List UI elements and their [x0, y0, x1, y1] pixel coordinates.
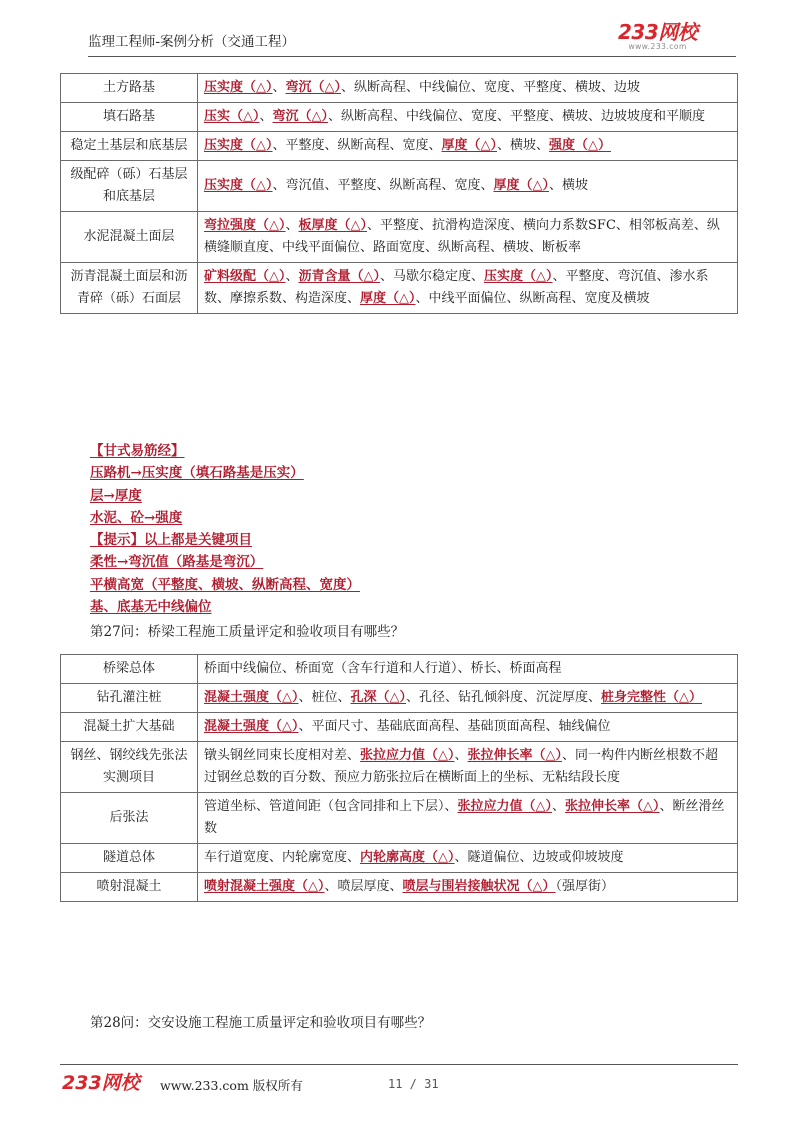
mnemonic-line: 【提示】以上都是关键项目: [90, 532, 252, 549]
item-text: 桥面中线偏位、桥面宽（含车行道和人行道）、桥长、桥面高程: [204, 661, 562, 676]
mnemonic-line: 基、底基无中线偏位: [90, 599, 212, 616]
key-item: 张拉应力值（△）: [457, 799, 553, 814]
item-name-cell: 稳定土基层和底基层: [61, 132, 198, 161]
table-row: [61, 212, 738, 263]
item-text: 、: [272, 80, 286, 95]
item-text: 、平整度、抗滑构造深度、横向力系数SFC、相邻板高差、纵横缝顺直度、中线平面偏位、路面宽度、纵断高程、横坡、断板率: [204, 218, 720, 255]
mnemonic-line: 层→厚度: [90, 487, 142, 504]
item-text: 镦头钢丝同束长度相对差、: [204, 748, 361, 763]
key-item: 弯拉强度（△）: [204, 218, 286, 233]
mnemonic-line: 压路机→压实度（填石路基是压实）: [90, 465, 304, 482]
item-text: 、中线平面偏位、纵断高程、宽度及横坡: [415, 291, 650, 306]
item-text: 、: [285, 218, 299, 233]
item-text: 、横坡、: [497, 138, 550, 153]
inspection-items-cell: [198, 74, 738, 103]
item-text: 、: [454, 748, 468, 763]
item-text: 、纵断高程、中线偏位、宽度、平整度、横坡、边坡: [341, 80, 641, 95]
key-item: 弯沉（△）: [272, 109, 329, 124]
question-27: 第27问：桥梁工程施工质量评定和验收项目有哪些？: [90, 624, 405, 640]
table-row: [61, 713, 738, 742]
mnemonic-line: 水泥、砼→强度: [90, 509, 183, 526]
table-row: [61, 103, 738, 132]
table-row: [61, 263, 738, 314]
footer-copyright: www.233.com 版权所有: [160, 1078, 303, 1093]
inspection-items-cell: [198, 742, 738, 793]
table-row: [61, 742, 738, 793]
item-name-cell: 钢丝、钢绞线先张法实测项目: [61, 742, 198, 793]
key-item: 沥青含量（△）: [298, 269, 381, 284]
item-name-cell: 后张法: [61, 793, 198, 844]
item-name-cell: 隧道总体: [61, 844, 198, 873]
page-number: 11 / 31: [388, 1077, 439, 1091]
inspection-items-cell: [198, 263, 738, 314]
table-row: [61, 74, 738, 103]
item-text: 、横坡: [549, 178, 589, 193]
question-28: 第28问：交安设施工程施工质量评定和验收项目有哪些？: [90, 1015, 432, 1031]
key-item: 张拉伸长率（△）: [565, 799, 660, 814]
item-text: 、桩位、: [298, 690, 351, 705]
table-row: [61, 844, 738, 873]
key-item: 张拉应力值（△）: [360, 748, 455, 763]
inspection-items-cell: [198, 132, 738, 161]
inspection-items-cell: [198, 713, 738, 742]
item-text: 、: [259, 109, 273, 124]
item-name-cell: 水泥混凝土面层: [61, 212, 198, 263]
item-text: （强厚街）: [555, 879, 615, 894]
mnemonic-line: 平横高宽（平整度、横坡、纵断高程、宽度）: [90, 576, 360, 593]
item-name-cell: 混凝土扩大基础: [61, 713, 198, 742]
key-item: 压实（△）: [204, 109, 260, 124]
item-text: 、喷层厚度、: [324, 879, 403, 894]
key-item: 张拉伸长率（△）: [467, 748, 563, 763]
table-row: [61, 161, 738, 212]
item-name-cell: 钻孔灌注桩: [61, 684, 198, 713]
item-text: 、纵断高程、中线偏位、宽度、平整度、横坡、边坡坡度和平顺度: [328, 109, 706, 124]
item-text: 、孔径、钻孔倾斜度、沉淀厚度、: [406, 690, 602, 705]
header-logo-text: 233网校: [618, 20, 698, 44]
inspection-items-cell: [198, 873, 738, 902]
item-text: 、: [552, 799, 566, 814]
footer-logo: 233网校: [62, 1072, 140, 1094]
key-item: 厚度（△）: [493, 178, 550, 193]
item-name-cell: 桥梁总体: [61, 655, 198, 684]
inspection-items-cell: [198, 161, 738, 212]
key-item: 桩身完整性（△）: [601, 690, 703, 705]
key-item: 压实度（△）: [204, 80, 273, 95]
key-item: 矿料级配（△）: [204, 269, 286, 284]
item-text: 、平整度、弯沉值、渗水系数、摩擦系数、构造深度、: [204, 269, 709, 306]
inspection-items-cell: [198, 684, 738, 713]
item-name-cell: 级配碎（砾）石基层和底基层: [61, 161, 198, 212]
item-text: 、马歇尔稳定度、: [380, 269, 485, 284]
mnemonic-line: 【甘式易筋经】: [90, 443, 185, 459]
table-row: [61, 655, 738, 684]
item-text: 、隧道偏位、边坡或仰坡坡度: [454, 850, 624, 865]
header-rule: [88, 56, 736, 57]
inspection-items-cell: [198, 103, 738, 132]
roadbed-inspection-table: [60, 73, 738, 314]
key-item: 混凝土强度（△）: [204, 690, 299, 705]
key-item: 喷层与围岩接触状况（△）: [402, 879, 556, 894]
bridge-inspection-table: [60, 654, 738, 902]
key-item: 弯沉（△）: [285, 80, 342, 95]
item-text: 、平面尺寸、基础底面高程、基础顶面高程、轴线偏位: [298, 719, 611, 734]
key-item: 压实度（△）: [204, 178, 273, 193]
key-item: 压实度（△）: [204, 138, 273, 153]
item-text: 、同一构件内断丝根数不超过钢丝总数的百分数、预应力筋张拉后在横断面上的坐标、无粘结段长度: [204, 748, 719, 785]
item-name-cell: 填石路基: [61, 103, 198, 132]
key-item: 厚度（△）: [441, 138, 498, 153]
item-name-cell: 喷射混凝土: [61, 873, 198, 902]
key-item: 强度（△）: [549, 138, 612, 153]
mnemonic-notes: [90, 440, 360, 618]
inspection-items-cell: [198, 212, 738, 263]
table-row: [61, 684, 738, 713]
item-text: 车行道宽度、内轮廓宽度、: [204, 850, 361, 865]
item-text: 、断丝滑丝数: [204, 799, 725, 836]
header-title: 监理工程师-案例分析（交通工程）: [88, 34, 296, 50]
key-item: 板厚度（△）: [298, 218, 368, 233]
table-row: [61, 873, 738, 902]
item-text: 、: [285, 269, 299, 284]
item-name-cell: 土方路基: [61, 74, 198, 103]
key-item: 喷射混凝土强度（△）: [204, 879, 325, 894]
item-text: 、平整度、纵断高程、宽度、: [272, 138, 442, 153]
header-logo: [618, 22, 697, 51]
footer-rule: [60, 1064, 738, 1065]
key-item: 孔深（△）: [350, 690, 407, 705]
inspection-items-cell: [198, 844, 738, 873]
table-row: [61, 132, 738, 161]
key-item: 厚度（△）: [360, 291, 416, 306]
item-text: 、弯沉值、平整度、纵断高程、宽度、: [272, 178, 494, 193]
key-item: 内轮廓高度（△）: [360, 850, 455, 865]
table-row: [61, 793, 738, 844]
inspection-items-cell: [198, 655, 738, 684]
key-item: 压实度（△）: [484, 269, 553, 284]
header-logo-url: www.233.com: [628, 42, 687, 51]
inspection-items-cell: [198, 793, 738, 844]
item-text: 管道坐标、管道间距（包含同排和上下层）、: [204, 799, 458, 814]
item-name-cell: 沥青混凝土面层和沥青碎（砾）石面层: [61, 263, 198, 314]
mnemonic-line: 柔性→弯沉值（路基是弯沉）: [90, 554, 264, 571]
key-item: 混凝土强度（△）: [204, 719, 299, 734]
